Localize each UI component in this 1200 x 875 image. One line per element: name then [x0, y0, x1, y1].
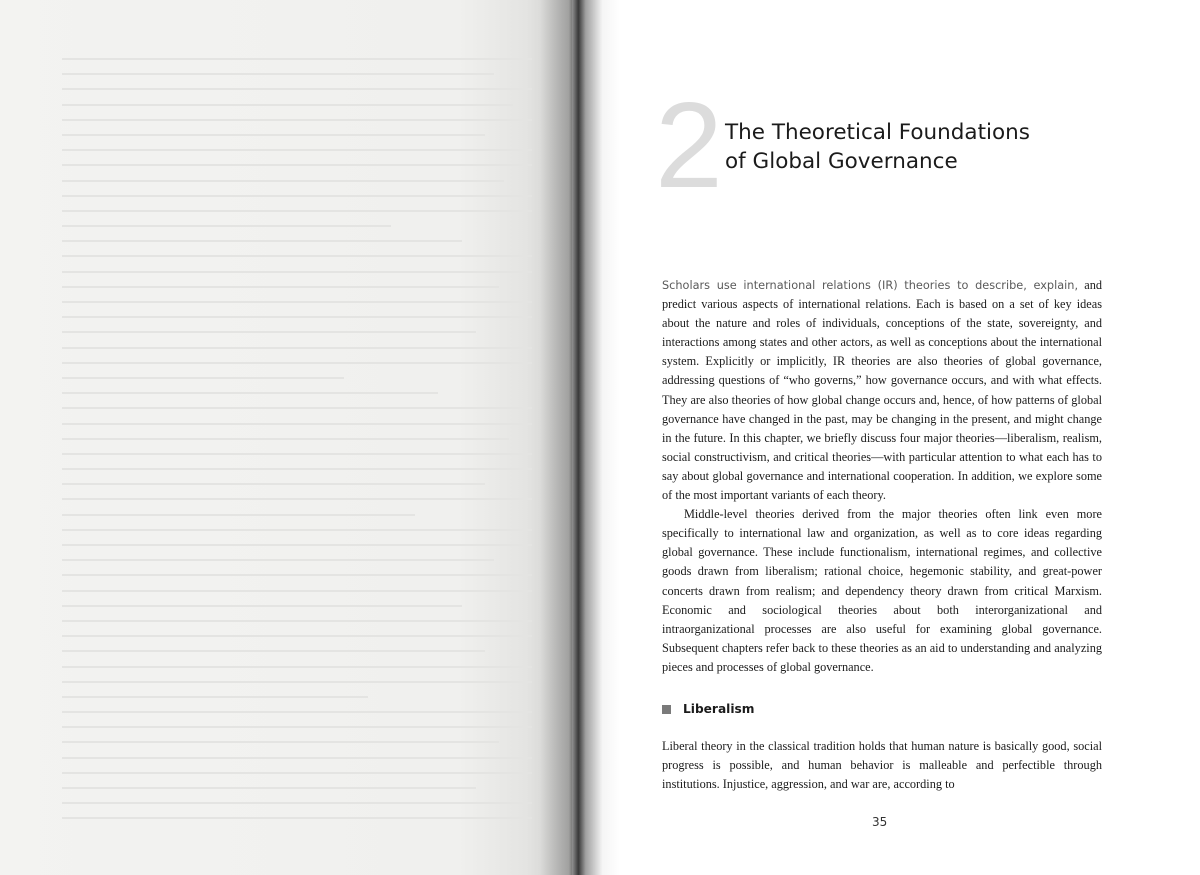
paragraph-1 [662, 276, 1102, 505]
chapter-title-line-2: of Global Governance [725, 149, 958, 174]
chapter-intro [662, 276, 1102, 677]
chapter-number: 2 [655, 77, 723, 213]
section-heading [662, 702, 754, 716]
right-page [605, 0, 1200, 875]
paragraph-2: Middle-level theories derived from the major theories often link even more specifically to international law and organization, as well as to core ideas regarding global governance. These include functionalism, international regimes, and collective goods drawn from liberalism; rational choice, hegemonic stability, and great-power concerts drawn from realism; and dependency theory drawn from critical Marxism. Economic and sociological theories about both interorganizational and intraorganizational processes are also useful for examining global governance. Subsequent chapters refer back to these theories as an aid to understanding and analyzing pieces and processes of global governance. [662, 507, 1102, 674]
section-heading-label: Liberalism [683, 702, 755, 716]
left-page [0, 0, 572, 875]
lead-in-text: Scholars use international relations (IR) theories to describe, explain, [662, 279, 1079, 292]
section-paragraph: Liberal theory in the classical tradition holds that human nature is basically good, social progress is possible, and human behavior is malleable and perfectible through institutions. Injustice, aggression, and war are, according to [662, 739, 1102, 791]
paragraph-1-body: and predict various aspects of international relations. Each is based on a set of key ideas about the nature and roles of individuals, conceptions of the state, sovereignty, and interactions among states and other actors, as well as conceptions about the international system. Explicitly or implicitly, IR theories are also theories of global governance, addressing questions of “who governs,” how governance occurs, and with what effects. They are also theories of how global change occurs and, hence, of how patterns of global governance have changed in the past, may be changing in the present, and might change in the future. In this chapter, we briefly discuss four major theories—liberalism, realism, social constructivism, and critical theories—with particular attention to what each has to say about global governance and international cooperation. In addition, we explore some of the most important variants of each theory. [662, 278, 1102, 503]
bleed-through-text [62, 58, 532, 833]
square-bullet-icon [662, 705, 671, 714]
left-running-header [110, 18, 550, 30]
page-number: 35 [872, 815, 888, 829]
section-body [662, 737, 1102, 794]
chapter-title [725, 118, 1030, 176]
chapter-title-line-1: The Theoretical Foundations [725, 120, 1030, 145]
